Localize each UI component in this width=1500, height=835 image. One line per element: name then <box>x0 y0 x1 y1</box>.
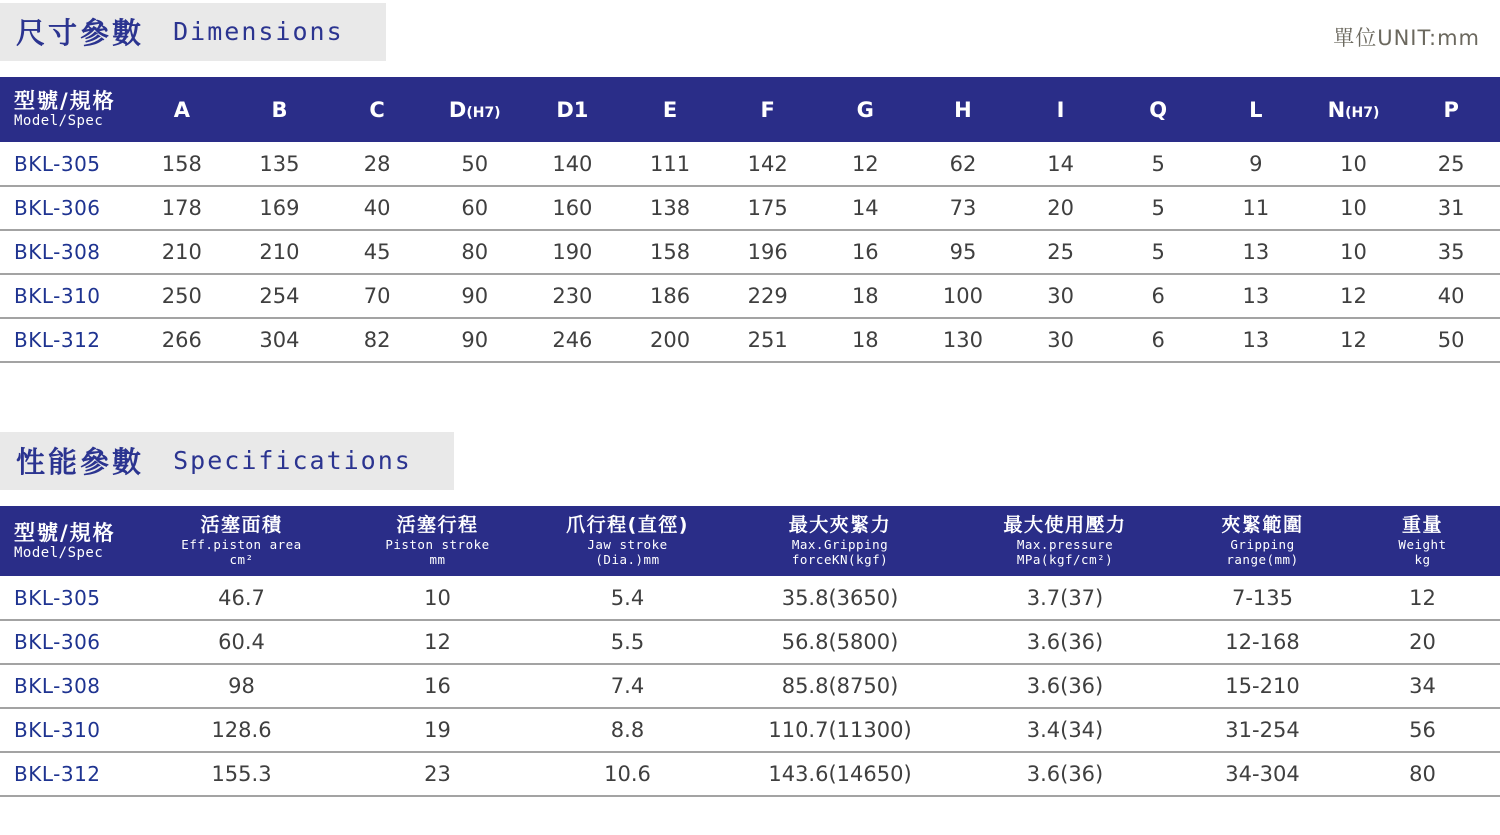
table-cell: 5.4 <box>610 585 645 610</box>
column-label-zh: 最大使用壓力 <box>1003 513 1127 536</box>
table-cell: 60 <box>461 196 489 220</box>
table-cell: 16 <box>851 240 879 264</box>
table-cell: 56 <box>1409 718 1436 742</box>
table-cell: 229 <box>747 284 788 308</box>
table-cell: 160 <box>552 196 593 220</box>
table-cell: 13 <box>1242 240 1270 264</box>
table-cell: 251 <box>747 328 788 352</box>
dimensions-table <box>0 77 1500 363</box>
dimensions-column-header <box>328 77 426 142</box>
table-cell: 175 <box>747 196 788 220</box>
specifications-title-en: Specifications <box>173 446 412 475</box>
table-cell: 6 <box>1151 284 1165 308</box>
table-row <box>0 274 1500 318</box>
column-label: P <box>1443 97 1459 122</box>
dimensions-column-header <box>426 77 524 142</box>
table-cell: 8.8 <box>610 718 645 742</box>
specifications-section-header <box>0 432 1500 490</box>
model-spec-header-en: Model/Spec <box>14 113 104 130</box>
dimensions-header-row <box>0 77 1500 142</box>
table-cell: 40 <box>1437 284 1465 308</box>
column-label-en: Max.Gripping <box>791 536 889 552</box>
column-label-unit: kg <box>1414 552 1431 568</box>
table-cell: 138 <box>649 196 691 220</box>
column-label-zh: 活塞行程 <box>396 513 479 536</box>
table-cell: 31 <box>1437 196 1465 220</box>
table-cell: 140 <box>552 151 593 176</box>
table-cell: 34 <box>1409 674 1436 698</box>
table-row <box>0 664 1500 708</box>
table-cell: 13 <box>1242 284 1270 308</box>
dimensions-column-header <box>1012 77 1110 142</box>
table-cell: 230 <box>552 284 593 308</box>
table-cell: 3.4(34) <box>1026 718 1104 742</box>
table-cell: 16 <box>424 674 451 698</box>
table-cell: 28 <box>363 151 391 176</box>
table-cell: 210 <box>259 240 300 264</box>
dimensions-column-header <box>231 77 329 142</box>
column-label-zh: 爪行程(直徑) <box>566 513 689 536</box>
table-cell: 7.4 <box>610 674 645 698</box>
table-cell: 25 <box>1437 151 1465 176</box>
column-label-zh: 最大夾緊力 <box>788 513 892 536</box>
column-label-en: Piston stroke <box>385 536 490 552</box>
table-cell: 110.7(11300) <box>768 718 912 742</box>
table-cell: 23 <box>424 762 451 786</box>
table-cell: 11 <box>1242 196 1270 220</box>
table-cell: 50 <box>461 151 489 176</box>
table-cell: 10 <box>1340 151 1367 176</box>
table-cell: 98 <box>228 674 255 698</box>
dimensions-section-header <box>0 0 1500 61</box>
table-cell: 85.8(8750) <box>781 674 899 698</box>
table-row <box>0 708 1500 752</box>
table-cell: 12 <box>851 151 879 176</box>
column-label-suffix: (H7) <box>466 104 501 121</box>
dimensions-column-header <box>524 77 622 142</box>
table-cell: 60.4 <box>218 630 265 654</box>
model-spec-header-zh: 型號/規格 <box>14 89 116 114</box>
specifications-title-zh: 性能參數 <box>16 445 145 479</box>
table-cell: 62 <box>949 151 977 176</box>
table-cell: 34-304 <box>1225 762 1300 786</box>
column-label: I <box>1056 97 1065 122</box>
table-cell: 13 <box>1242 328 1270 352</box>
table-cell: 50 <box>1437 328 1465 352</box>
model-cell: BKL-305 <box>14 585 101 610</box>
model-cell: BKL-310 <box>14 284 101 308</box>
table-cell: 196 <box>747 240 788 264</box>
column-label: L <box>1249 97 1263 122</box>
column-label: B <box>271 97 288 122</box>
table-cell: 70 <box>363 284 391 308</box>
model-cell: BKL-305 <box>14 151 101 176</box>
column-label-suffix: (H7) <box>1345 104 1380 121</box>
column-label-en: Weight <box>1398 536 1447 552</box>
table-cell: 210 <box>161 240 202 264</box>
column-label-en: Eff.piston area <box>181 536 302 552</box>
model-cell: BKL-306 <box>14 196 101 220</box>
table-cell: 5.5 <box>610 630 645 654</box>
model-spec-header <box>0 506 133 576</box>
dimensions-column-header <box>621 77 719 142</box>
table-cell: 128.6 <box>211 718 272 742</box>
column-label: N <box>1327 97 1346 122</box>
specifications-column-header <box>950 506 1180 576</box>
dimensions-column-header <box>914 77 1012 142</box>
model-cell: BKL-308 <box>14 674 101 698</box>
table-row <box>0 752 1500 796</box>
table-cell: 9 <box>1249 151 1263 176</box>
table-cell: 158 <box>161 151 202 176</box>
dimensions-column-header <box>816 77 914 142</box>
table-cell: 14 <box>851 196 879 220</box>
column-label-unit: range(mm) <box>1226 552 1299 568</box>
table-cell: 155.3 <box>211 762 272 786</box>
specifications-column-header <box>133 506 350 576</box>
table-cell: 246 <box>552 328 593 352</box>
column-label: D1 <box>556 97 589 122</box>
table-cell: 25 <box>1047 240 1074 264</box>
table-row <box>0 142 1500 186</box>
table-cell: 5 <box>1151 196 1165 220</box>
table-row <box>0 318 1500 362</box>
table-cell: 90 <box>461 284 489 308</box>
table-cell: 73 <box>949 196 977 220</box>
table-cell: 3.6(36) <box>1026 674 1104 698</box>
table-cell: 80 <box>461 240 489 264</box>
column-label: Q <box>1149 97 1168 122</box>
table-cell: 31-254 <box>1225 718 1300 742</box>
table-cell: 100 <box>942 284 983 308</box>
table-cell: 35.8(3650) <box>781 585 899 610</box>
table-cell: 30 <box>1047 328 1074 352</box>
table-cell: 186 <box>649 284 691 308</box>
unit-label: 單位UNIT:mm <box>1333 26 1480 50</box>
column-label-en: Jaw stroke <box>587 536 668 552</box>
column-label-zh: 活塞面積 <box>200 513 283 536</box>
table-cell: 45 <box>363 240 391 264</box>
column-label-unit: (Dia.)mm <box>595 552 660 568</box>
dimensions-column-header <box>1207 77 1305 142</box>
dimensions-column-header <box>133 77 231 142</box>
table-cell: 3.6(36) <box>1026 762 1104 786</box>
table-cell: 18 <box>851 284 879 308</box>
table-cell: 12 <box>424 630 451 654</box>
model-cell: BKL-308 <box>14 240 101 264</box>
model-cell: BKL-306 <box>14 630 101 654</box>
table-cell: 46.7 <box>218 585 265 610</box>
table-cell: 10 <box>1340 196 1367 220</box>
table-cell: 20 <box>1409 630 1436 654</box>
dimensions-column-header <box>1402 77 1500 142</box>
table-cell: 143.6(14650) <box>768 762 912 786</box>
table-cell: 130 <box>942 328 983 352</box>
table-cell: 6 <box>1151 328 1165 352</box>
specifications-table-body <box>0 576 1500 796</box>
dimensions-title-en: Dimensions <box>173 17 344 46</box>
column-label: H <box>954 97 972 122</box>
table-cell: 135 <box>259 151 300 176</box>
table-cell: 178 <box>161 196 202 220</box>
table-cell: 266 <box>161 328 202 352</box>
table-cell: 12 <box>1340 328 1367 352</box>
table-cell: 30 <box>1047 284 1074 308</box>
model-cell: BKL-310 <box>14 718 101 742</box>
column-label-unit: MPa(kgf/cm²) <box>1016 552 1114 568</box>
table-cell: 142 <box>747 151 788 176</box>
column-label-en: Gripping <box>1230 536 1295 552</box>
table-cell: 5 <box>1151 151 1165 176</box>
column-label: D <box>448 97 467 122</box>
model-spec-header-en: Model/Spec <box>14 544 104 561</box>
table-cell: 190 <box>552 240 593 264</box>
column-label: E <box>662 97 678 122</box>
specifications-column-header <box>1180 506 1345 576</box>
dimensions-column-header <box>1109 77 1207 142</box>
column-label: C <box>369 97 385 122</box>
table-row <box>0 576 1500 620</box>
column-label-en: Max.pressure <box>1016 536 1114 552</box>
column-label-unit: cm² <box>229 552 254 568</box>
table-cell: 12-168 <box>1225 630 1300 654</box>
column-label: G <box>856 97 874 122</box>
specifications-column-header <box>1345 506 1500 576</box>
table-cell: 18 <box>851 328 879 352</box>
table-cell: 82 <box>363 328 391 352</box>
dimensions-table-body <box>0 142 1500 362</box>
table-cell: 254 <box>259 284 300 308</box>
table-cell: 40 <box>363 196 391 220</box>
dimensions-title-zh: 尺寸參數 <box>16 16 145 50</box>
dimensions-column-header <box>1305 77 1403 142</box>
table-cell: 158 <box>649 240 691 264</box>
column-label-zh: 夾緊範圍 <box>1221 513 1304 536</box>
specifications-column-header <box>350 506 525 576</box>
table-cell: 3.7(37) <box>1026 585 1104 610</box>
dimensions-column-header <box>719 77 817 142</box>
table-cell: 250 <box>161 284 202 308</box>
table-row <box>0 230 1500 274</box>
model-cell: BKL-312 <box>14 762 101 786</box>
model-spec-header-zh: 型號/規格 <box>14 520 116 545</box>
table-cell: 111 <box>649 151 691 176</box>
column-label: A <box>173 97 190 122</box>
column-label: F <box>760 97 775 122</box>
column-label-zh: 重量 <box>1401 513 1443 536</box>
table-row <box>0 620 1500 664</box>
specifications-title-box <box>0 432 454 490</box>
table-cell: 3.6(36) <box>1026 630 1104 654</box>
table-cell: 200 <box>649 328 691 352</box>
table-cell: 95 <box>949 240 977 264</box>
table-cell: 10.6 <box>604 762 651 786</box>
table-cell: 14 <box>1047 151 1074 176</box>
column-label-unit: forceKN(kgf) <box>791 552 889 568</box>
table-cell: 19 <box>424 718 451 742</box>
specifications-column-header <box>525 506 730 576</box>
table-cell: 304 <box>259 328 300 352</box>
specifications-column-header <box>730 506 950 576</box>
dimensions-title-box <box>0 3 386 61</box>
specifications-header-row <box>0 506 1500 576</box>
table-cell: 90 <box>461 328 489 352</box>
table-cell: 12 <box>1409 585 1436 610</box>
table-cell: 10 <box>1340 240 1367 264</box>
table-cell: 10 <box>424 585 451 610</box>
table-cell: 35 <box>1437 240 1465 264</box>
table-cell: 80 <box>1409 762 1436 786</box>
table-cell: 20 <box>1047 196 1074 220</box>
table-cell: 15-210 <box>1225 674 1300 698</box>
column-label-unit: mm <box>429 552 446 568</box>
table-cell: 169 <box>259 196 300 220</box>
table-row <box>0 186 1500 230</box>
model-spec-header <box>0 77 133 142</box>
table-cell: 7-135 <box>1231 585 1294 610</box>
table-cell: 56.8(5800) <box>781 630 899 654</box>
model-cell: BKL-312 <box>14 328 101 352</box>
table-cell: 12 <box>1340 284 1367 308</box>
specifications-table <box>0 506 1500 797</box>
table-cell: 5 <box>1151 240 1165 264</box>
